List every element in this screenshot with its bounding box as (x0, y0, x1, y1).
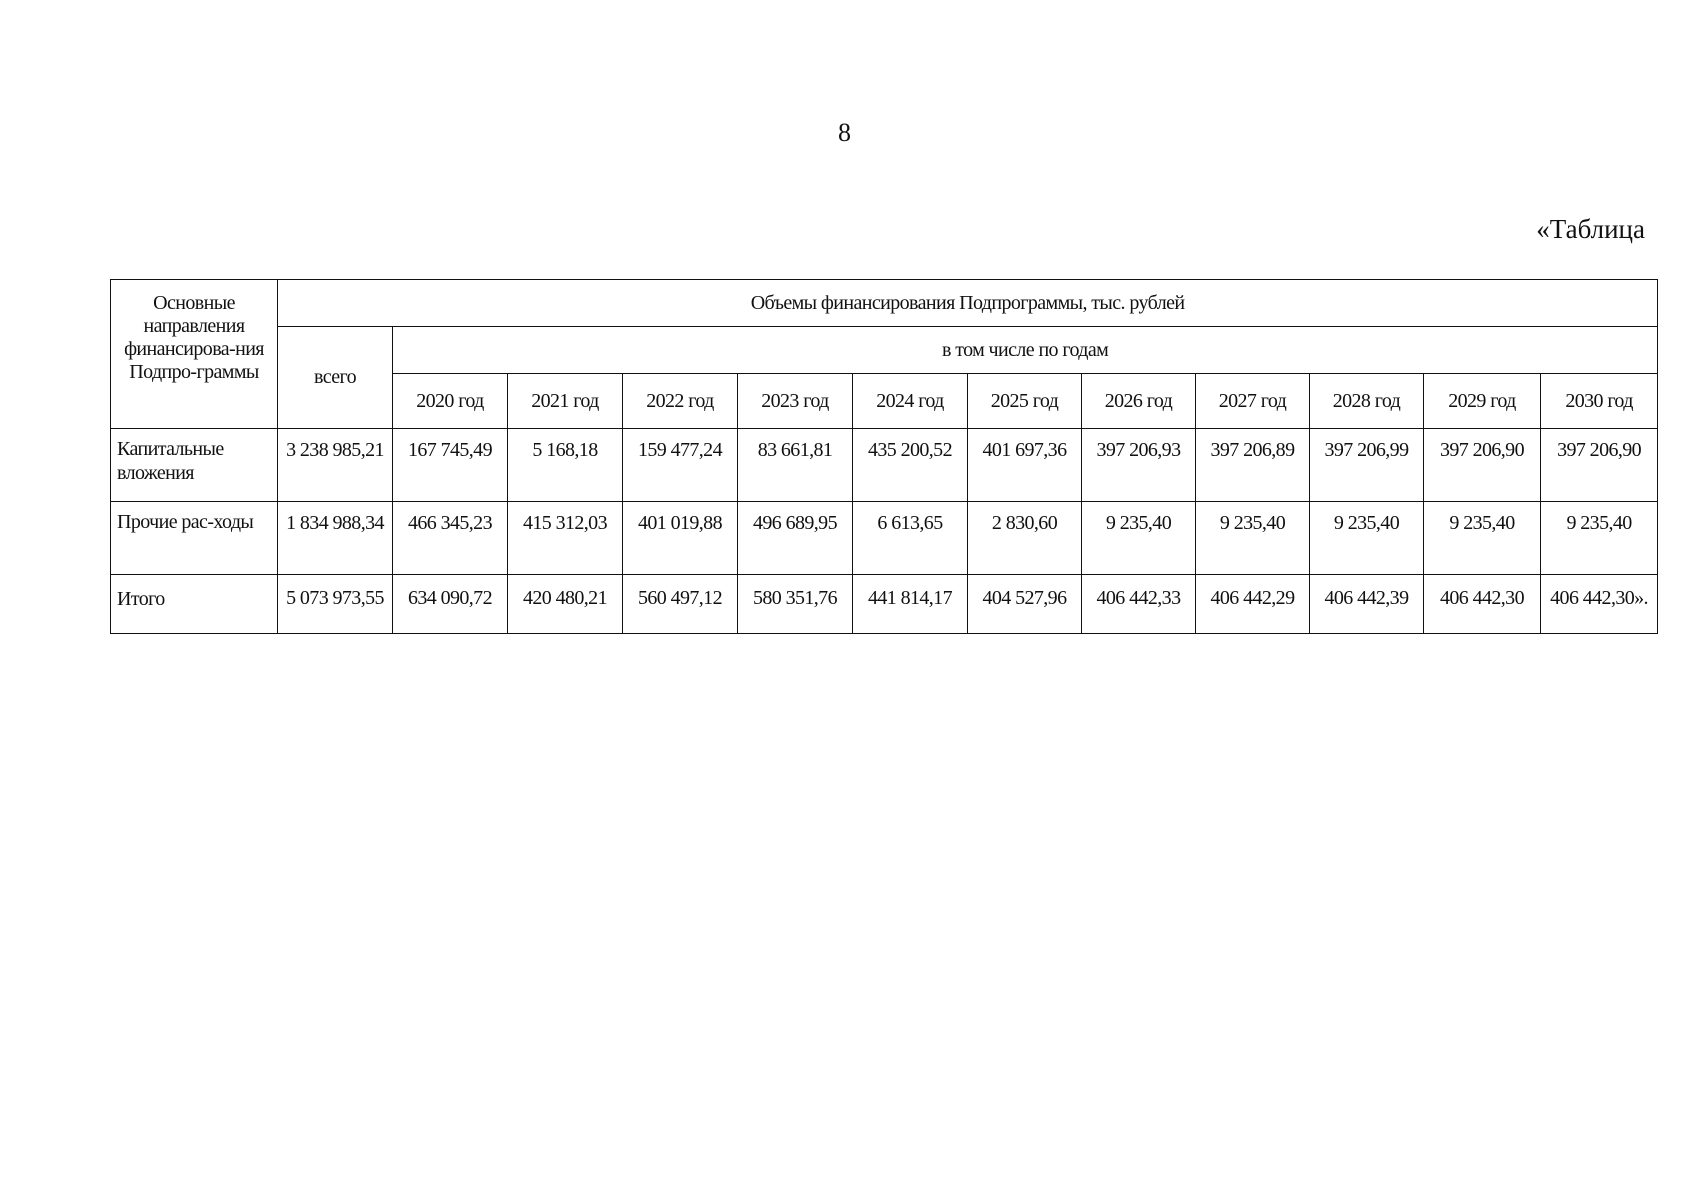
table-caption: «Таблица (1536, 214, 1645, 244)
header-row-2 (111, 327, 1658, 374)
header-year: 2027 год (1196, 374, 1310, 429)
cell-value: 420 480,21 (508, 575, 623, 634)
cell-value: 406 442,30 (1424, 575, 1541, 634)
cell-value: 560 497,12 (623, 575, 738, 634)
cell-value: 496 689,95 (738, 502, 853, 575)
header-year: 2021 год (508, 374, 623, 429)
cell-value: 406 442,29 (1196, 575, 1310, 634)
table-row-total (111, 575, 1658, 634)
financing-table (110, 279, 1658, 634)
cell-value: 580 351,76 (738, 575, 853, 634)
header-funding-title: Объемы финансирования Подпрограммы, тыс. рублей (278, 280, 1658, 327)
header-year: 2020 год (393, 374, 508, 429)
cell-value: 415 312,03 (508, 502, 623, 575)
header-directions: Основные направления финансирова-ния Подпро-граммы (111, 280, 278, 429)
header-year: 2029 год (1424, 374, 1541, 429)
cell-value: 406 442,33 (1082, 575, 1196, 634)
header-year: 2025 год (968, 374, 1082, 429)
cell-total: 3 238 985,21 (278, 429, 393, 502)
header-year: 2022 год (623, 374, 738, 429)
cell-value: 397 206,99 (1310, 429, 1424, 502)
cell-value: 466 345,23 (393, 502, 508, 575)
header-total: всего (278, 327, 393, 429)
cell-value: 397 206,90 (1424, 429, 1541, 502)
cell-value: 9 235,40 (1310, 502, 1424, 575)
cell-value: 401 697,36 (968, 429, 1082, 502)
cell-total: 1 834 988,34 (278, 502, 393, 575)
cell-value: 9 235,40 (1196, 502, 1310, 575)
cell-value: 5 168,18 (508, 429, 623, 502)
cell-value: 397 206,89 (1196, 429, 1310, 502)
cell-value: 6 613,65 (853, 502, 968, 575)
cell-value: 397 206,90 (1541, 429, 1658, 502)
cell-value: 9 235,40 (1541, 502, 1658, 575)
cell-value: 159 477,24 (623, 429, 738, 502)
cell-value: 435 200,52 (853, 429, 968, 502)
row-label: Прочие рас-ходы (111, 502, 278, 575)
cell-value: 9 235,40 (1082, 502, 1196, 575)
cell-value: 167 745,49 (393, 429, 508, 502)
header-row-1 (111, 280, 1658, 327)
cell-value: 397 206,93 (1082, 429, 1196, 502)
cell-value: 83 661,81 (738, 429, 853, 502)
row-label: Капитальные вложения (111, 429, 278, 502)
page-number: 8 (838, 118, 851, 147)
table-row-other (111, 502, 1658, 575)
cell-value: 634 090,72 (393, 575, 508, 634)
header-year: 2023 год (738, 374, 853, 429)
header-by-years: в том числе по годам (393, 327, 1658, 374)
row-label: Итого (111, 575, 278, 634)
cell-value: 406 442,30». (1541, 575, 1658, 634)
header-year: 2024 год (853, 374, 968, 429)
cell-total: 5 073 973,55 (278, 575, 393, 634)
cell-value: 406 442,39 (1310, 575, 1424, 634)
header-year: 2028 год (1310, 374, 1424, 429)
cell-value: 9 235,40 (1424, 502, 1541, 575)
header-year: 2026 год (1082, 374, 1196, 429)
cell-value: 2 830,60 (968, 502, 1082, 575)
table-row-capital (111, 429, 1658, 502)
cell-value: 404 527,96 (968, 575, 1082, 634)
header-year: 2030 год (1541, 374, 1658, 429)
cell-value: 441 814,17 (853, 575, 968, 634)
cell-value: 401 019,88 (623, 502, 738, 575)
